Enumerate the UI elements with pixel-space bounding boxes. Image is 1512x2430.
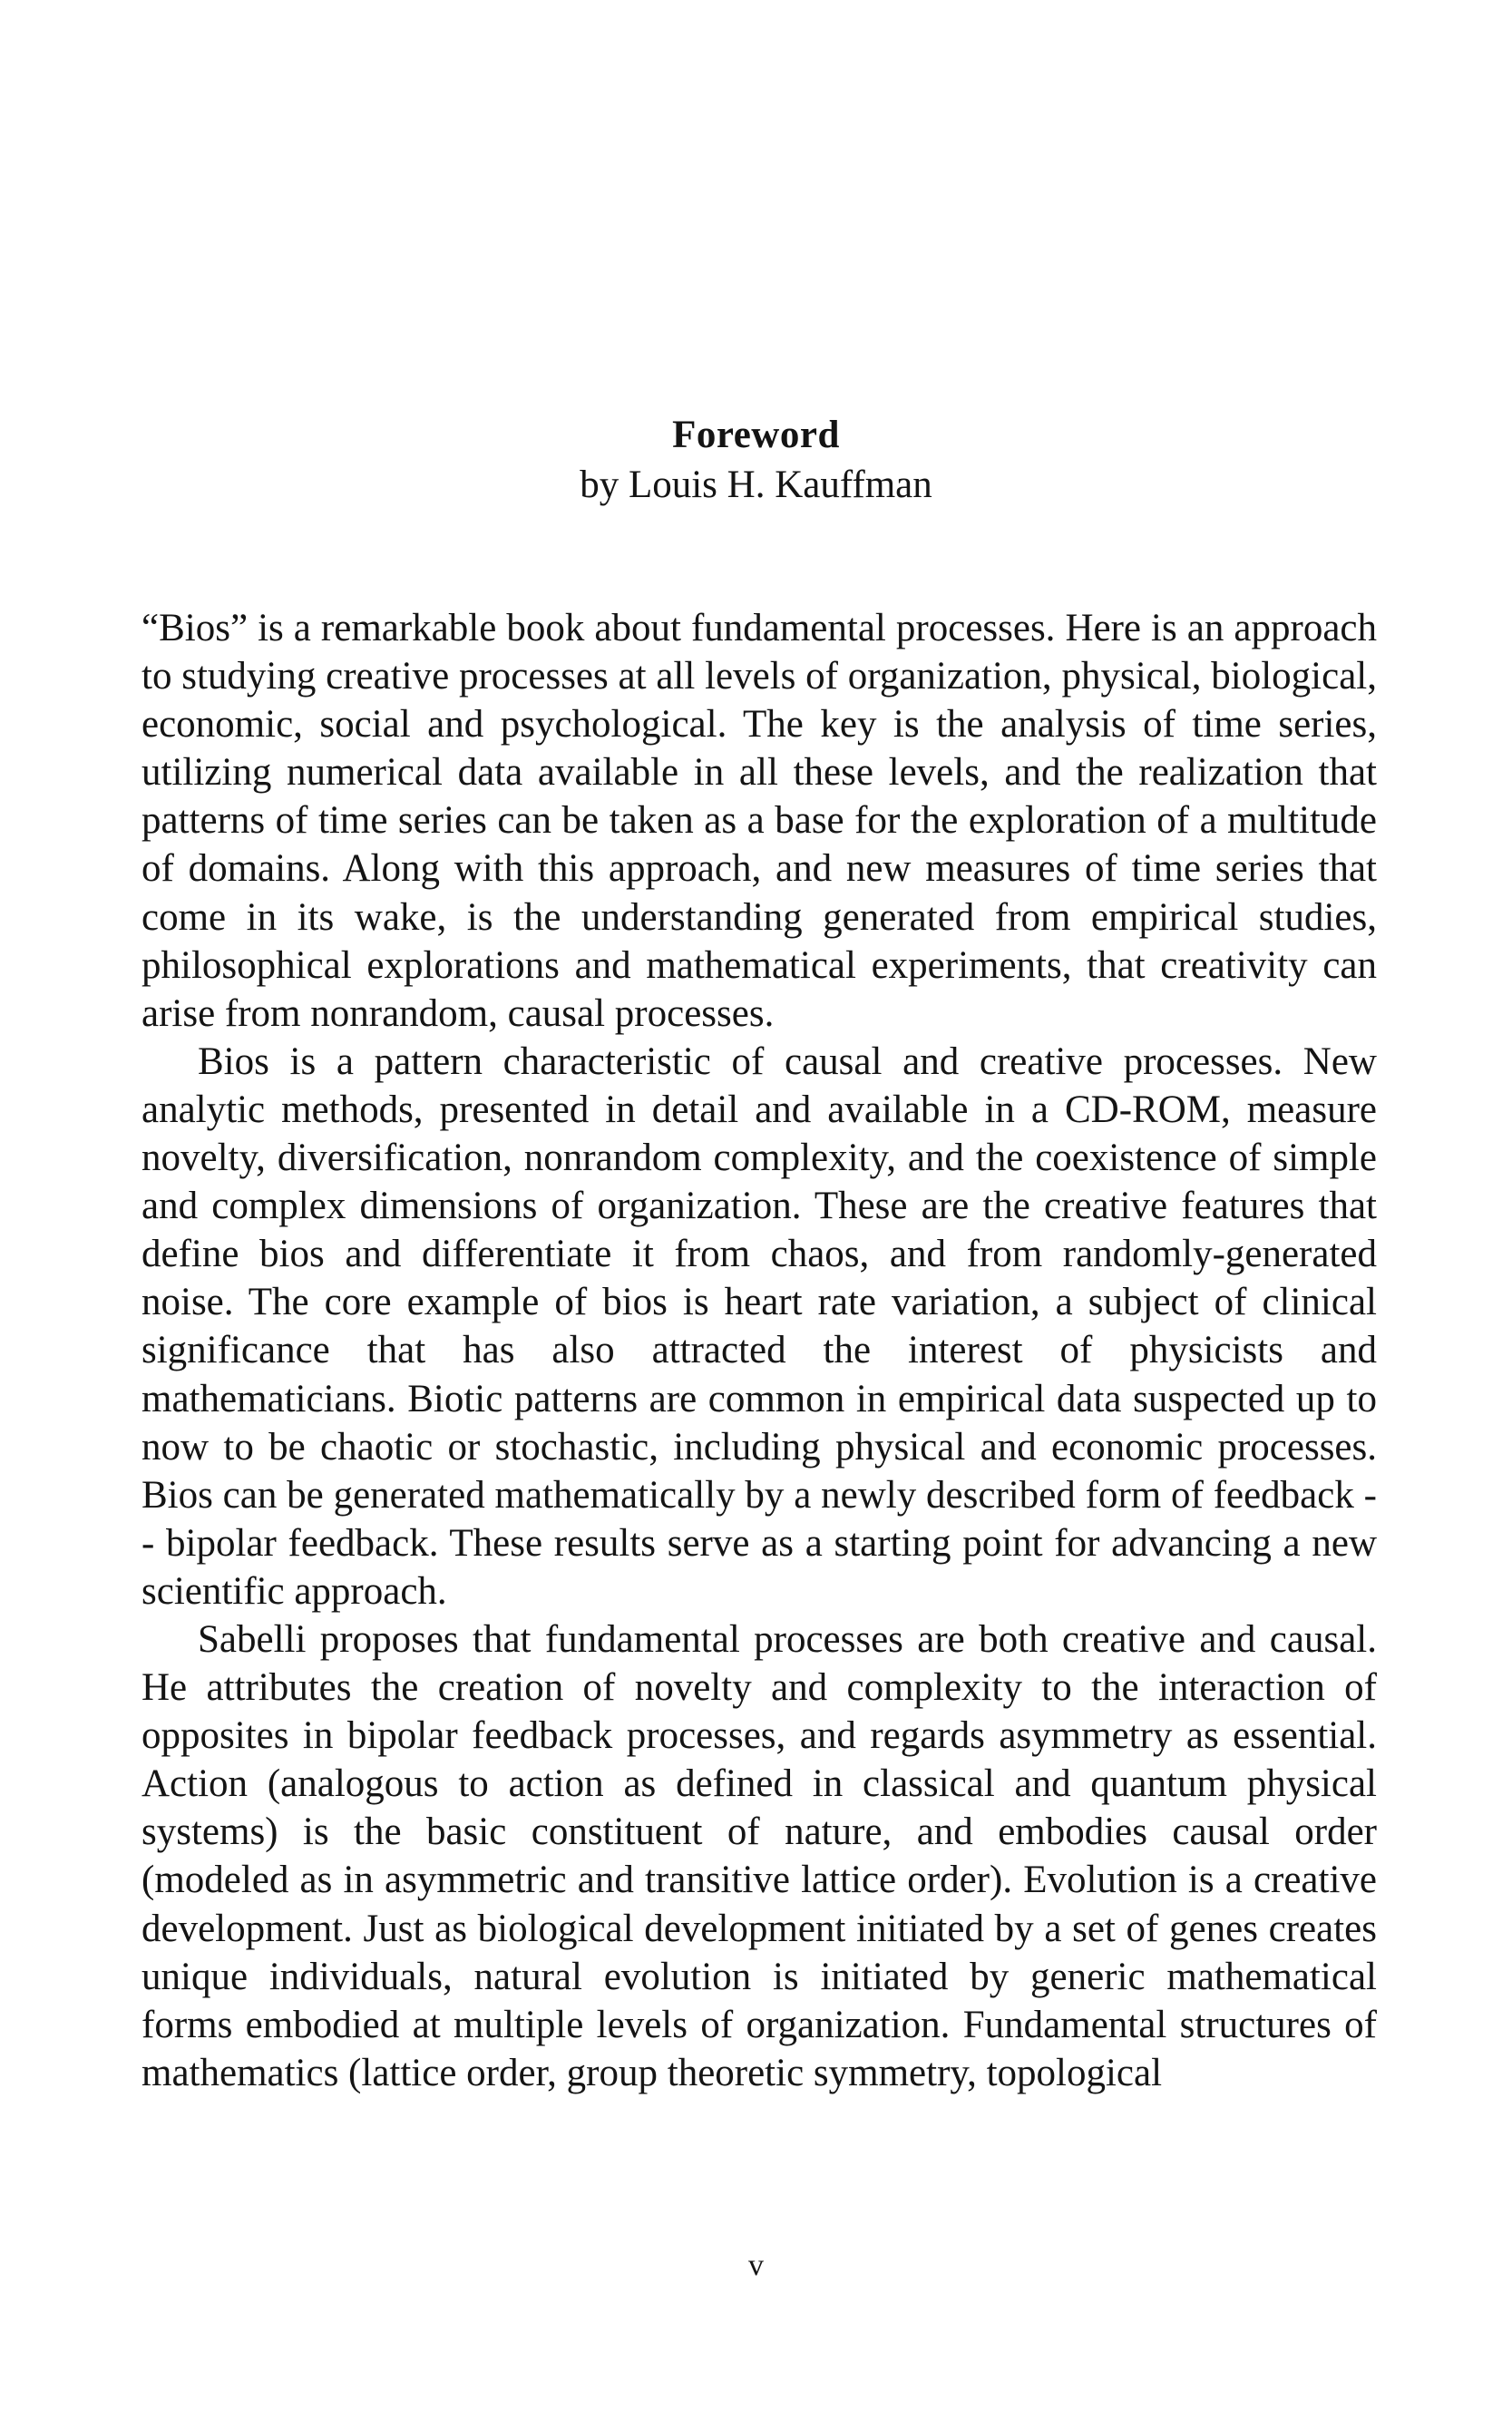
paragraph-3: Sabelli proposes that fundamental processes are both creative and causal. He attributes the creation of novelty and complexity to the interaction of opposites in bipolar feedback processes, and regards asymmetry as essential. Action (analogous to action as defined in classical and quantum physical systems) is the basic constituent of nature, and embodies causal order (modeled as in asymmetric and transitive lattice order). Evolution is a creative development. Just as biological development initiated by a set of genes creates unique individuals, natural evolution is initiated by generic mathematical forms embodied at multiple levels of organization. Fundamental structures of mathematics (lattice order, group theoretic symmetry, topological xyxy=(141,1617,1377,2094)
foreword-body xyxy=(141,604,1377,2097)
page-number: v xyxy=(748,2249,764,2282)
author-byline: by Louis H. Kauffman xyxy=(580,464,932,506)
paragraph-1: “Bios” is a remarkable book about fundamental processes. Here is an approach to studying creative processes at all levels of organization, physical, biological, economic, social and psychological. The key is the analysis of time series, utilizing numerical data available in all these levels, and the realization that patterns of time series can be taken as a base for the exploration of a multitude of domains. Along with this approach, and new measures of time series that come in its wake, is the understanding generated from empirical studies, philosophical explorations and mathematical experiments, that creativity can arise from nonrandom, causal processes. xyxy=(141,607,1377,1035)
paragraph-2: Bios is a pattern characteristic of causal and creative processes. New analytic methods, presented in detail and available in a CD-ROM, measure novelty, diversification, nonrandom complexity, and the coexistence of simple and complex dimensions of organization. These are the creative features that define bios and differentiate it from chaos, and from randomly-generated noise. The core example of bios is heart rate variation, a subject of clinical significance that has also attracted the interest of physicists and mathematicians. Biotic patterns are common in empirical data suspected up to now to be chaotic or stochastic, including physical and economic processes. Bios can be generated mathematically by a newly described form of feedback -- bipolar feedback. These results serve as a starting point for advancing a new scientific approach. xyxy=(141,1039,1377,1613)
foreword-title: Foreword xyxy=(672,414,840,456)
